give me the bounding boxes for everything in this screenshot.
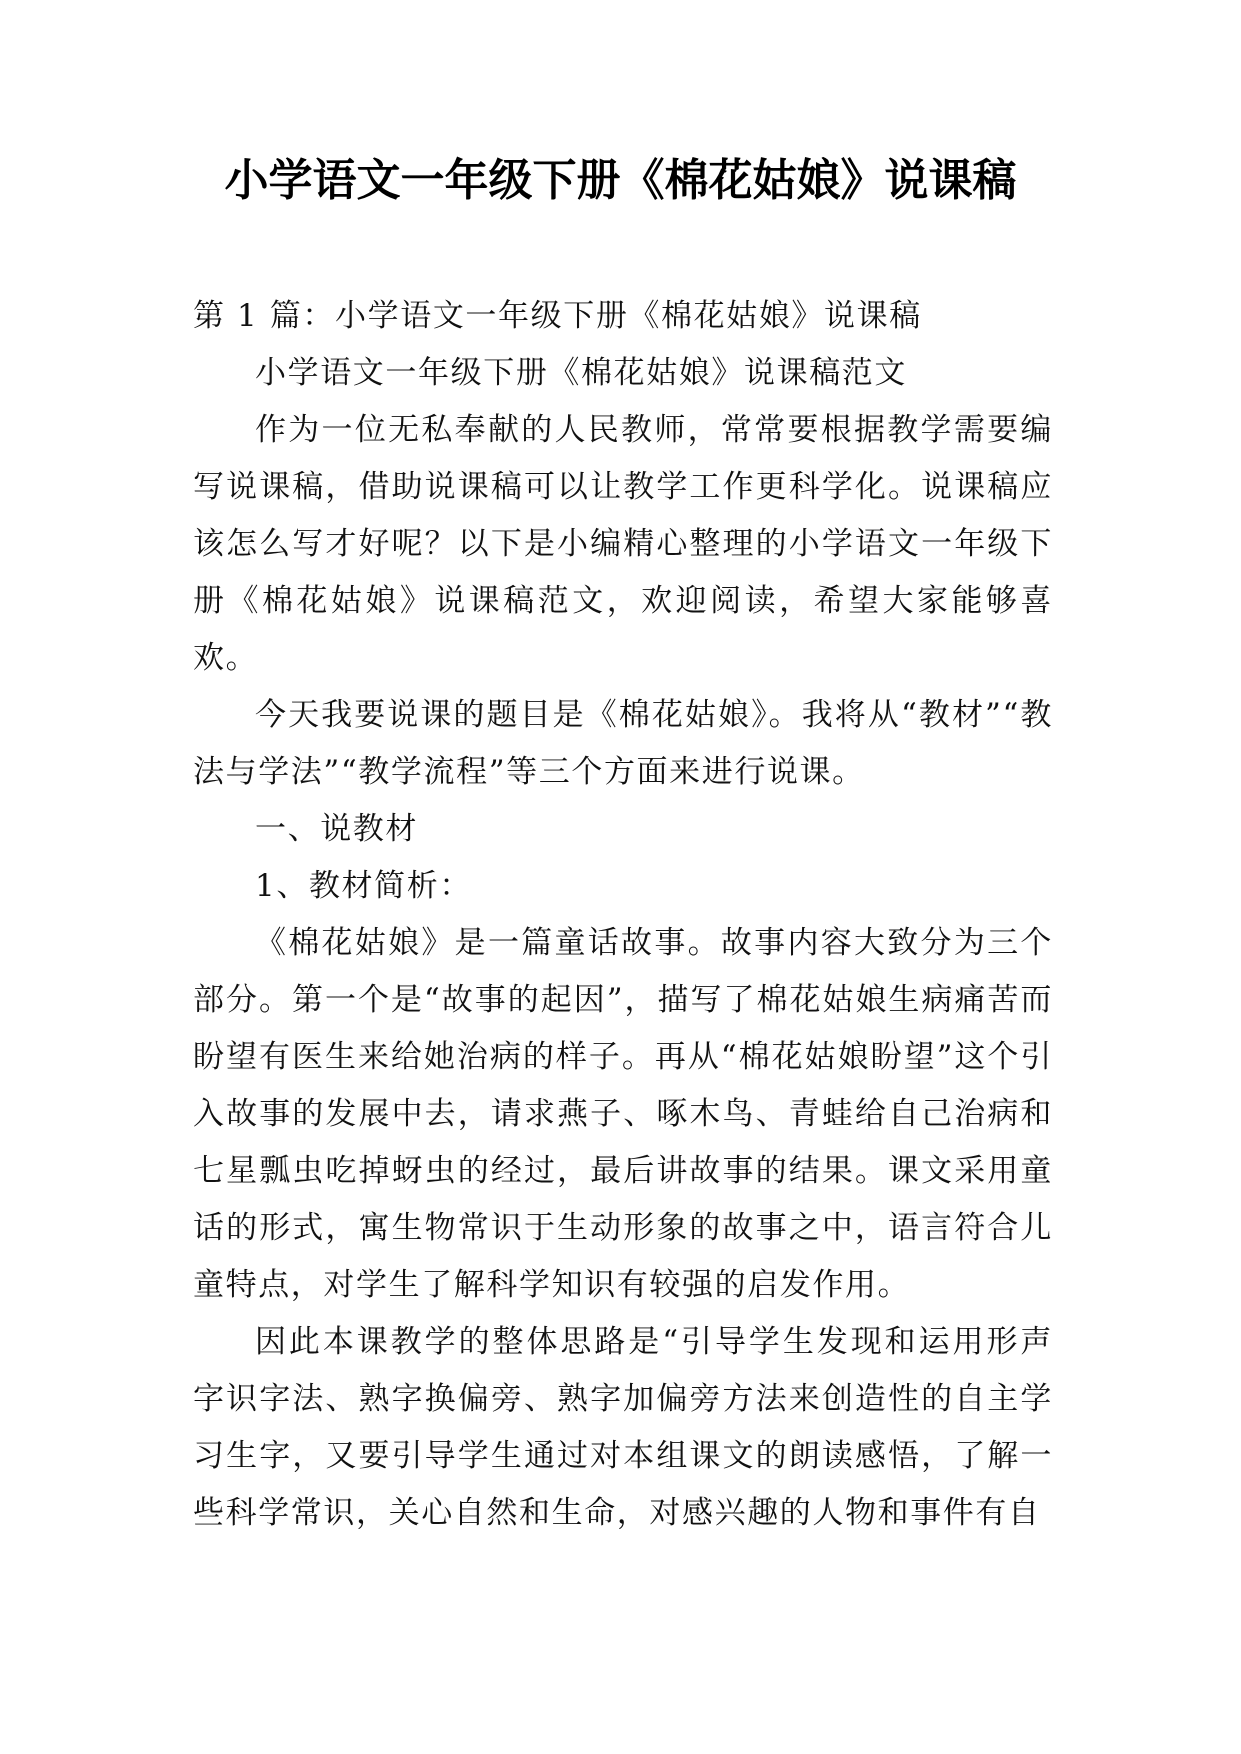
- paragraph-intro: 作为一位无私奉献的人民教师，常常要根据教学需要编写说课稿，借助说课稿可以让教学工作更科学化。说课稿应该怎么写才好呢？以下是小编精心整理的小学语文一年级下册《棉花姑娘》说课稿范文，欢迎阅读，希望大家能够喜欢。: [193, 412, 1053, 676]
- paragraph-subheading-analysis: 1、教材简析：: [255, 868, 472, 904]
- document-title: 小学语文一年级下册《棉花姑娘》说课稿: [224, 155, 1017, 206]
- paragraph-topic: 今天我要说课的题目是《棉花姑娘》。我将从“教材”“教法与学法”“教学流程”等三个方面来进行说课。: [193, 697, 1053, 790]
- document-body: [193, 288, 1053, 1542]
- paragraph-section-heading: 第 1 篇：小学语文一年级下册《棉花姑娘》说课稿: [193, 298, 922, 334]
- paragraph-heading-textbook: 一、说教材: [255, 811, 418, 847]
- paragraph-story-analysis: 《棉花姑娘》是一篇童话故事。故事内容大致分为三个部分。第一个是“故事的起因”，描写了棉花姑娘生病痛苦而盼望有医生来给她治病的样子。再从“棉花姑娘盼望”这个引入故事的发展中去，请求燕子、啄木鸟、青蛙给自己治病和七星瓢虫吃掉蚜虫的经过，最后讲故事的结果。课文采用童话的形式，寓生物常识于生动形象的故事之中，语言符合儿童特点，对学生了解科学知识有较强的启发作用。: [193, 925, 1053, 1303]
- paragraph-subtitle: 小学语文一年级下册《棉花姑娘》说课稿范文: [255, 355, 907, 391]
- paragraph-teaching-approach: 因此本课教学的整体思路是“引导学生发现和运用形声字识字法、熟字换偏旁、熟字加偏旁方法来创造性的自主学习生字，又要引导学生通过对本组课文的朗读感悟，了解一些科学常识，关心自然和生命，对感兴趣的人物和事件有自: [193, 1324, 1053, 1531]
